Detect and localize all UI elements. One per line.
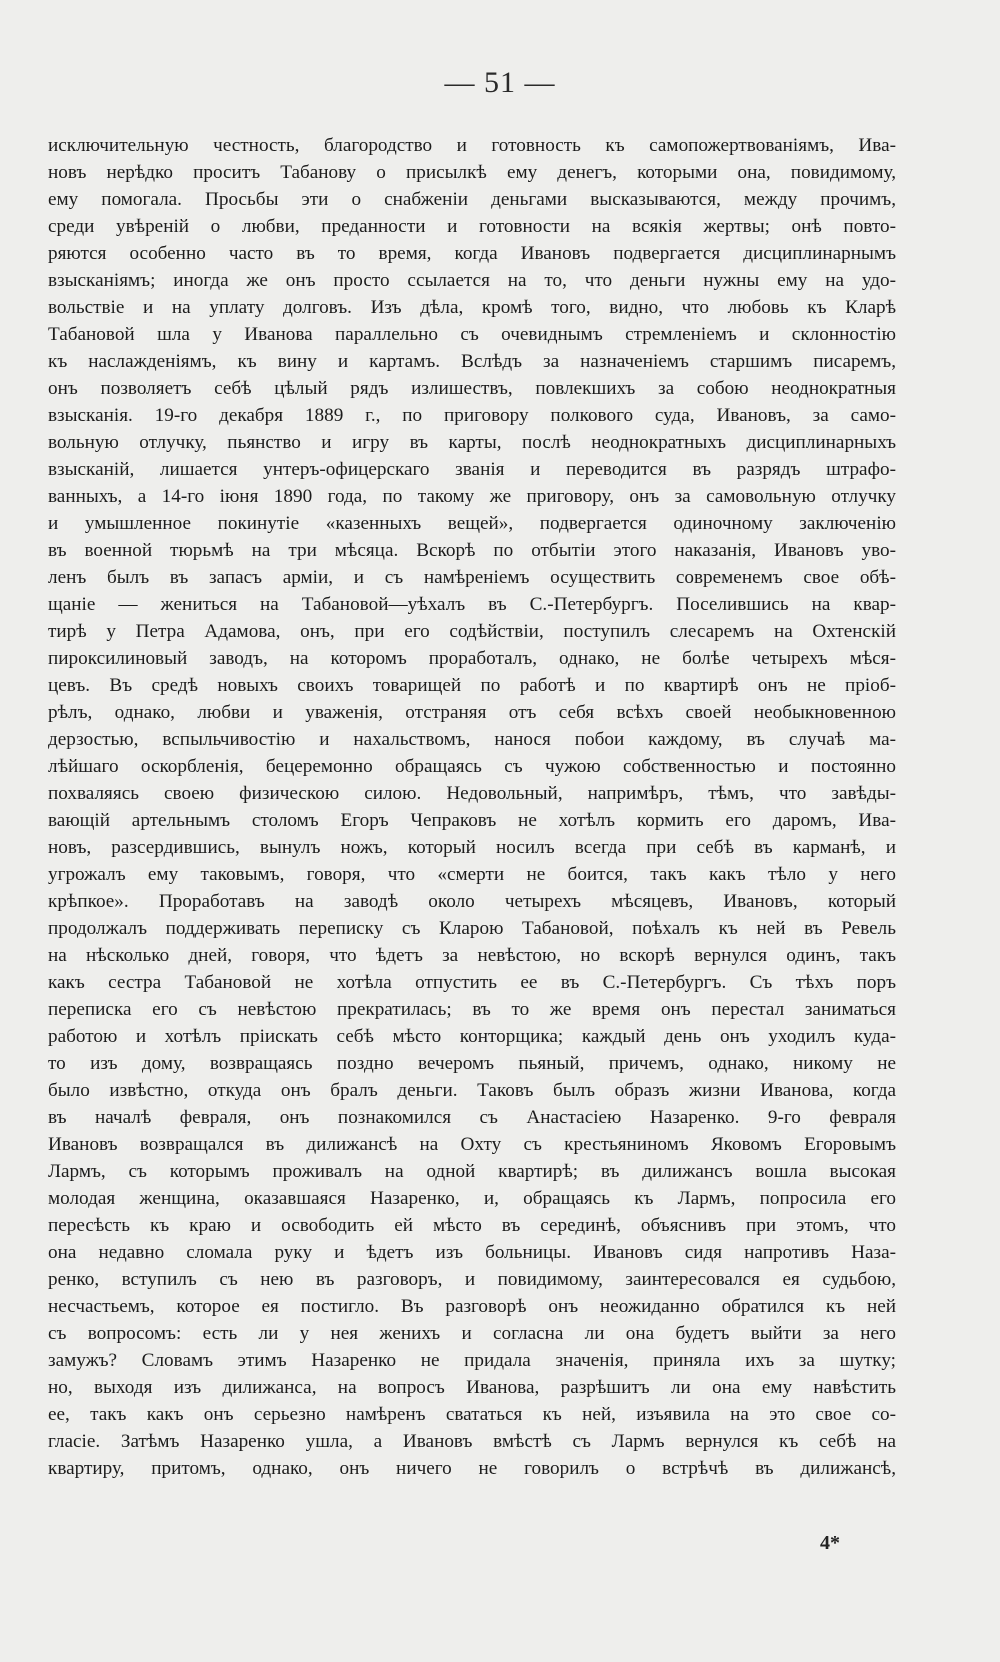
text-line: крѣпкое». Проработавъ на заводѣ около четырехъ мѣсяцевъ, Ивановъ, который [48,891,896,912]
text-line: ленъ былъ въ запасъ армiи, и съ намѣренiемъ осуществить современемъ свое обѣ- [48,567,896,588]
text-line: какъ сестра Табановой не хотѣла отпустить ее въ С.-Петербургъ. Съ тѣхъ поръ [48,972,896,993]
text-line: похваляясь своею физическою силою. Недовольный, напримѣръ, тѣмъ, что завѣды- [48,783,896,804]
text-line: лѣйшаго оскорбленiя, бецеремонно обращаясь съ чужою собственностью и постоянно [48,756,896,777]
text-line: въ военной тюрьмѣ на три мѣсяца. Вскорѣ по отбытiи этого наказанiя, Ивановъ уво- [48,540,896,561]
text-line: работою и хотѣлъ прiискать себѣ мѣсто конторщика; каждый день онъ уходилъ куда- [48,1026,896,1047]
body-text [48,132,896,1482]
text-line: продолжалъ поддерживать переписку съ Кларою Табановой, поѣхалъ къ ней въ Ревель [48,918,896,939]
text-line: переписка его съ невѣстою прекратилась; въ то же время онъ перестал заниматься [48,999,896,1020]
text-line: пироксилиновый заводъ, на которомъ проработалъ, однако, не болѣе четырехъ мѣся- [48,648,896,669]
text-line: тирѣ у Петра Адамова, онъ, при его содѣйствiи, поступилъ слесаремъ на Охтенскiй [48,621,896,642]
text-line: въ началѣ февраля, онъ познакомился съ Анастасiею Назаренко. 9-го февраля [48,1107,896,1128]
text-line: ему помогала. Просьбы эти о снабженiи деньгами высказываются, между прочимъ, [48,189,896,210]
text-line: Табановой шла у Иванова параллельно съ очевиднымъ стремленiемъ и склонностiю [48,324,896,345]
text-line: вольствiе и на уплату долговъ. Изъ дѣла, кромѣ того, видно, что любовь къ Кларѣ [48,297,896,318]
text-line: и умышленное покинутiе «казенныхъ вещей», подвергается одиночному заключенiю [48,513,896,534]
text-line: къ наслажденiямъ, къ вину и картамъ. Вслѣдъ за назначенiемъ старшимъ писаремъ, [48,351,896,372]
text-line: замужъ? Словамъ этимъ Назаренко не придала значенiя, приняла ихъ за шутку; [48,1350,896,1371]
text-line: угрожалъ ему таковымъ, говоря, что «смерти не боится, такъ какъ тѣло у него [48,864,896,885]
text-line: дерзостью, вспыльчивостiю и нахальствомъ, нанося побои каждому, въ случаѣ ма- [48,729,896,750]
text-line: исключительную честность, благородство и готовность къ самопожертвованiямъ, Ива- [48,135,896,156]
text-line: ванныхъ, а 14-го iюня 1890 года, по такому же приговору, онъ за самовольную отлучку [48,486,896,507]
text-line: гласiе. Затѣмъ Назаренко ушла, а Ивановъ вмѣстѣ съ Лармъ вернулся къ себѣ на [48,1431,896,1452]
text-line: щанiе — жениться на Табановой—уѣхалъ въ С.-Петербургъ. Поселившись на квар- [48,594,896,615]
text-line: новъ, разсердившись, вынулъ ножъ, который носилъ всегда при себѣ въ карманѣ, и [48,837,896,858]
text-line: онъ позволяетъ себѣ цѣлый рядъ излишествъ, повлекшихъ за собою неоднократныя [48,378,896,399]
page-number: — 51 — [444,66,556,99]
text-line: цевъ. Въ средѣ новыхъ своихъ товарищей по работѣ и по квартирѣ онъ не прiоб- [48,675,896,696]
text-line: то изъ дому, возвращаясь поздно вечеромъ пьяный, причемъ, однако, никому не [48,1053,896,1074]
signature-mark: 4* [820,1532,840,1554]
text-line: съ вопросомъ: есть ли у нея женихъ и согласна ли она будетъ выйти за него [48,1323,896,1344]
text-line: ее, такъ какъ онъ серьезно намѣренъ свататься къ ней, изъявила на это свое со- [48,1404,896,1425]
text-line: она недавно сломала руку и ѣдетъ изъ больницы. Ивановъ сидя напротивъ Наза- [48,1242,896,1263]
text-line: Ивановъ возвращался въ дилижансѣ на Охту съ крестьяниномъ Яковомъ Егоровымъ [48,1134,896,1155]
text-line: на нѣсколько дней, говоря, что ѣдетъ за невѣстою, но вскорѣ вернулся одинъ, такъ [48,945,896,966]
text-line: ряются особенно часто въ то время, когда Ивановъ подвергается дисциплинарнымъ [48,243,896,264]
text-line: но, выходя изъ дилижанса, на вопросъ Иванова, разрѣшитъ ли она ему навѣстить [48,1377,896,1398]
text-line: вающiй артельнымъ столомъ Егоръ Чепраковъ не хотѣлъ кормить его даромъ, Ива- [48,810,896,831]
text-line: Лармъ, съ которымъ проживалъ на одной квартирѣ; въ дилижансъ вошла высокая [48,1161,896,1182]
text-line: несчастьемъ, которое ея постигло. Въ разговорѣ онъ неожиданно обратился къ ней [48,1296,896,1317]
text-line: ренко, вступилъ съ нею въ разговоръ, и повидимому, заинтересовался ея судьбою, [48,1269,896,1290]
text-line: взысканiямъ; иногда же онъ просто ссылается на то, что деньги нужны ему на удо- [48,270,896,291]
text-line: рѣлъ, однако, любви и уваженiя, отстраняя отъ себя всѣхъ своей необыкновенною [48,702,896,723]
text-line: среди увѣренiй о любви, преданности и готовности на всякiя жертвы; онѣ повто- [48,216,896,237]
text-line: квартиру, притомъ, однако, онъ ничего не говорилъ о встрѣчѣ въ дилижансѣ, [48,1458,896,1479]
text-line: взысканiя. 19-го декабря 1889 г., по приговору полкового суда, Ивановъ, за само- [48,405,896,426]
text-line: молодая женщина, оказавшаяся Назаренко, и, обращаясь къ Лармъ, попросила его [48,1188,896,1209]
text-line: взысканiй, лишается унтеръ-офицерскаго званiя и переводится въ разрядъ штрафо- [48,459,896,480]
text-line: было извѣстно, откуда онъ бралъ деньги. Таковъ былъ образъ жизни Иванова, когда [48,1080,896,1101]
text-line: новъ нерѣдко проситъ Табанову о присылкѣ ему денегъ, которыми она, повидимому, [48,162,896,183]
text-line: вольную отлучку, пьянство и игру въ карты, послѣ неоднократныхъ дисциплинарныхъ [48,432,896,453]
text-line: пересѣсть къ краю и освободить ей мѣсто въ серединѣ, объяснивъ при этомъ, что [48,1215,896,1236]
